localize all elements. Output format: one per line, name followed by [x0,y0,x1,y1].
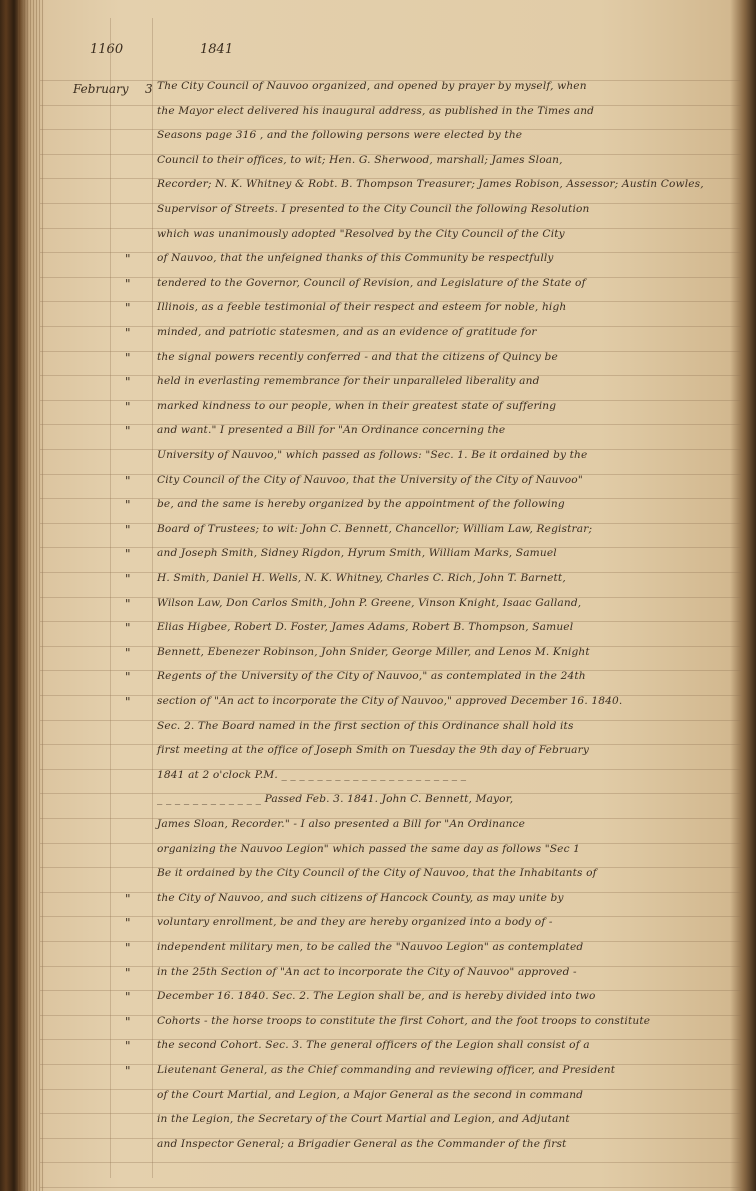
margin-quote-mark: " [125,252,131,267]
margin-line [152,18,153,1178]
year-heading: 1841 [200,42,234,57]
text-line: the second Cohort. Sec. 3. The general officers of the Legion shall consist of a [157,1039,590,1052]
margin-quote-mark: " [125,695,131,709]
margin-quote-mark: " [125,670,131,685]
page-body [40,18,742,1178]
text-line: in the 25th Section of "An act to incorporate the City of Nauvoo" approved - [157,965,577,978]
margin-quote-mark: " [125,596,131,611]
text-line: _ _ _ _ _ _ _ _ _ _ _ _ Passed Feb. 3. 1841. John C. Bennett, Mayor, [157,793,514,806]
text-line: voluntary enrollment, be and they are hereby organized into a body of - [157,916,553,929]
margin-quote-mark: " [125,399,131,414]
text-line: City Council of the City of Nauvoo, that the University of the City of Nauvoo" [157,473,583,486]
text-line: the signal powers recently conferred - and that the citizens of Quincy be [157,350,558,363]
text-line: Council to their offices, to wit; Hen. G. Sherwood, marshall; James Sloan, [157,153,563,166]
margin-quote-mark: " [125,965,131,980]
text-line: Elias Higbee, Robert D. Foster, James Adams, Robert B. Thompson, Samuel [157,621,574,634]
text-line: organizing the Nauvoo Legion" which passed the same day as follows "Sec 1 [157,842,581,855]
margin-quote-mark: " [125,522,131,537]
text-line: Bennett, Ebenezer Robinson, John Snider, George Miller, and Lenos M. Knight [157,645,590,658]
text-line: Wilson Law, Don Carlos Smith, John P. Greene, Vinson Knight, Isaac Galland, [157,596,582,609]
text-line: Illinois, as a feeble testimonial of their respect and esteem for noble, high [157,301,567,314]
margin-quote-mark: " [125,1014,131,1029]
margin-quote-mark: " [125,301,131,316]
margin-quote-mark: " [125,350,131,365]
text-line: December 16. 1840. Sec. 2. The Legion shall be, and is hereby divided into two [157,990,596,1003]
margin-quote-mark: " [125,1064,131,1078]
text-line: Regents of the University of the City of Nauvoo," as contemplated in the 24th [157,670,586,683]
text-line: and Inspector General; a Brigadier General as the Commander of the first [157,1137,567,1150]
margin-quote-mark: " [125,547,131,562]
margin-quote-mark: " [125,498,131,513]
margin-quote-mark: " [125,891,131,906]
text-line: first meeting at the office of Joseph Smith on Tuesday the 9th day of February [157,744,589,757]
text-line: Seasons page 316 , and the following persons were elected by the [157,129,523,142]
text-line: Recorder; N. K. Whitney & Robt. B. Thompson Treasurer; James Robison, Assessor; Austin Cowles, [157,178,704,191]
text-line: be, and the same is hereby organized by the appointment of the following [157,498,565,511]
margin-line [110,18,111,1178]
text-line: Be it ordained by the City Council of the City of Nauvoo, that the Inhabitants of [157,867,597,880]
text-line: Sec. 2. The Board named in the first section of this Ordinance shall hold its [157,719,574,732]
text-line: Lieutenant General, as the Chief commanding and reviewing officer, and President [157,1064,616,1076]
text-line: and want." I presented a Bill for "An Ordinance concerning the [157,424,506,437]
text-line: and Joseph Smith, Sidney Rigdon, Hyrum Smith, William Marks, Samuel [157,547,557,560]
margin-quote-mark: " [125,645,131,660]
text-line: of the Court Martial, and Legion, a Major General as the second in command [157,1088,584,1101]
margin-quote-mark: " [125,941,131,955]
margin-quote-mark: " [125,621,131,636]
text-line: marked kindness to our people, when in their greatest state of suffering [157,399,557,412]
text-line: University of Nauvoo," which passed as follows: "Sec. 1. Be it ordained by the [157,449,588,461]
text-line: the Mayor elect delivered his inaugural address, as published in the Times and [157,104,595,117]
text-line: The City Council of Nauvoo organized, and opened by prayer by myself, when [157,80,587,92]
text-line: held in everlasting remembrance for their unparalleled liberality and [157,375,540,388]
margin-quote-mark: " [125,276,131,291]
text-line: in the Legion, the Secretary of the Court Martial and Legion, and Adjutant [157,1113,570,1126]
ruled-line [40,1162,742,1163]
margin-quote-mark: " [125,572,131,586]
text-line: section of "An act to incorporate the City of Nauvoo," approved December 16. 1840. [157,695,623,707]
text-line: of Nauvoo, that the unfeigned thanks of this Community be respectfully [157,252,554,265]
margin-quote-mark: " [125,375,131,390]
ruled-line [40,1187,742,1188]
text-line: independent military men, to be called the "Nauvoo Legion" as contemplated [157,941,584,953]
date-month: February [73,82,129,96]
text-line: Supervisor of Streets. I presented to the City Council the following Resolution [157,203,590,215]
margin-quote-mark: " [125,424,131,439]
page-number: 1160 [90,42,124,57]
text-line: Cohorts - the horse troops to constitute the first Cohort, and the foot troops to constitute [157,1014,651,1027]
text-line: Board of Trustees; to wit: John C. Bennett, Chancellor; William Law, Registrar; [157,522,593,535]
margin-quote-mark: " [125,326,131,340]
text-line: the City of Nauvoo, and such citizens of Hancock County, as may unite by [157,891,564,904]
text-line: minded, and patriotic statesmen, and as an evidence of gratitude for [157,326,537,338]
margin-quote-mark: " [125,1039,131,1054]
margin-quote-mark: " [125,473,131,488]
date-day: 3 [145,82,153,96]
text-line: H. Smith, Daniel H. Wells, N. K. Whitney, Charles C. Rich, John T. Barnett, [157,572,566,584]
text-line: James Sloan, Recorder." - I also presented a Bill for "An Ordinance [157,818,526,830]
text-line: which was unanimously adopted "Resolved by the City Council of the City [157,227,565,240]
margin-quote-mark: " [125,990,131,1005]
text-line: 1841 at 2 o'clock P.M. _ _ _ _ _ _ _ _ _ _ _ _ _ _ _ _ _ _ _ _ _ [157,768,467,781]
text-line: tendered to the Governor, Council of Revision, and Legislature of the State of [157,276,586,289]
margin-quote-mark: " [125,916,131,931]
